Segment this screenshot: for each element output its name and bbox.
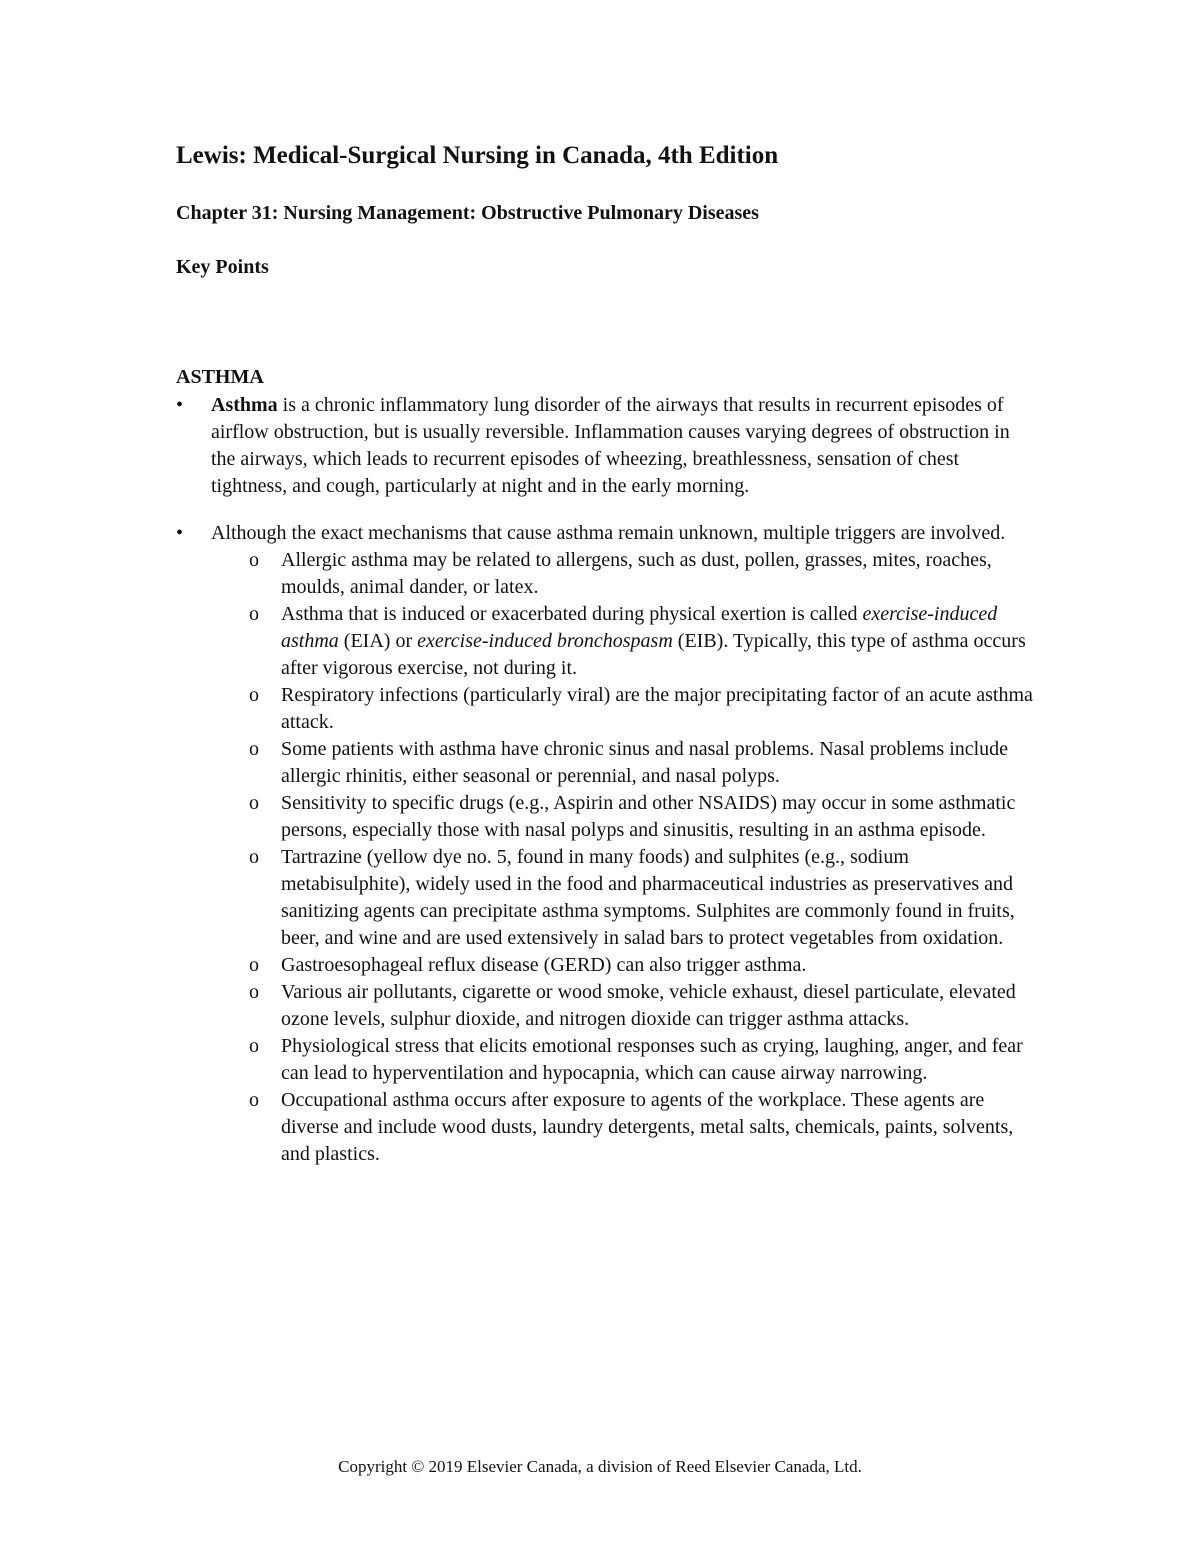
key-points-heading: Key Points (176, 256, 269, 278)
bullet-text: Although the exact mechanisms that cause asthma remain unknown, multiple triggers are involved. (211, 522, 1006, 544)
sub-item-text: Physiological stress that elicits emotional responses such as crying, laughing, anger, and fear can lead to hyperventilation and hypocapnia, which can cause airway narrowing. (281, 1035, 1023, 1084)
document-title: Lewis: Medical-Surgical Nursing in Canada, 4th Edition (176, 142, 779, 169)
sub-list-item (211, 682, 1036, 736)
sub-item-text: Allergic asthma may be related to allergens, such as dust, pollen, grasses, mites, roaches, moulds, animal dander, or latex. (281, 549, 992, 598)
triggers-sublist (211, 547, 1036, 1168)
asthma-content (176, 392, 1036, 1168)
sub-bullet-icon: o (249, 684, 259, 706)
sub-list-item (211, 1033, 1036, 1087)
bullet-term: Asthma (211, 394, 278, 416)
sub-item-text: (EIB). Typically, this type of asthma occurs after vigorous exercise, not during it. (281, 630, 1026, 679)
sub-list-item (211, 790, 1036, 844)
italic-term: exercise-induced bronchospasm (417, 630, 673, 652)
copyright-footer: Copyright © 2019 Elsevier Canada, a division of Reed Elsevier Canada, Ltd. (338, 1457, 862, 1476)
italic-term: exercise-induced asthma (281, 603, 998, 652)
bullet-icon: • (176, 522, 184, 544)
sub-bullet-icon: o (249, 846, 259, 868)
bullet-icon: • (176, 394, 184, 416)
sub-bullet-icon: o (249, 603, 259, 625)
bullet-text: is a chronic inflammatory lung disorder of the airways that results in recurrent episodes of airflow obstruction, but is usually reversible. Inflammation causes varying degrees of obstruction in the airways, which leads to recurrent episodes of wheezing, breathlessness, sensation of chest tightness, and cough, particularly at night and in the early morning. (211, 394, 1010, 497)
sub-item-text: Some patients with asthma have chronic sinus and nasal problems. Nasal problems include allergic rhinitis, either seasonal or perennial, and nasal polyps. (281, 738, 1009, 787)
sub-list-item (211, 844, 1036, 952)
bullet-item (176, 520, 1036, 1168)
sub-item-text: Tartrazine (yellow dye no. 5, found in many foods) and sulphites (e.g., sodium metabisulphite), widely used in the food and pharmaceutical industries as preservatives and sanitizing agents can precipitate asthma symptoms. Sulphites are commonly found in fruits, beer, and wine and are used extensively in salad bars to protect vegetables from oxidation. (281, 846, 1015, 949)
bullet-item (176, 392, 1036, 500)
sub-item-text: Occupational asthma occurs after exposure to agents of the workplace. These agents are diverse and include wood dusts, laundry detergents, metal salts, chemicals, paints, solvents, and plastics. (281, 1089, 1014, 1165)
sub-item-text: Sensitivity to specific drugs (e.g., Aspirin and other NSAIDS) may occur in some asthmatic persons, especially those with nasal polyps and sinusitis, resulting in an asthma episode. (281, 792, 1016, 841)
sub-item-text: Asthma that is induced or exacerbated during physical exertion is called (281, 603, 863, 625)
sub-bullet-icon: o (249, 549, 259, 571)
sub-list-item (211, 736, 1036, 790)
sub-bullet-icon: o (249, 954, 259, 976)
sub-bullet-icon: o (249, 981, 259, 1003)
sub-item-text: Respiratory infections (particularly viral) are the major precipitating factor of an acute asthma attack. (281, 684, 1033, 733)
sub-list-item (211, 952, 1036, 979)
sub-list-item (211, 1087, 1036, 1168)
section-heading-asthma: ASTHMA (176, 366, 264, 388)
sub-bullet-icon: o (249, 1035, 259, 1057)
sub-item-text: Various air pollutants, cigarette or wood smoke, vehicle exhaust, diesel particulate, elevated ozone levels, sulphur dioxide, and nitrogen dioxide can trigger asthma attacks. (281, 981, 1016, 1030)
sub-item-text: Gastroesophageal reflux disease (GERD) can also trigger asthma. (281, 954, 807, 976)
chapter-heading: Chapter 31: Nursing Management: Obstructive Pulmonary Diseases (176, 202, 759, 224)
sub-item-text: (EIA) or (338, 630, 418, 652)
sub-bullet-icon: o (249, 1089, 259, 1111)
sub-list-item (211, 979, 1036, 1033)
sub-list-item (211, 601, 1036, 682)
sub-list-item (211, 547, 1036, 601)
sub-bullet-icon: o (249, 792, 259, 814)
sub-bullet-icon: o (249, 738, 259, 760)
